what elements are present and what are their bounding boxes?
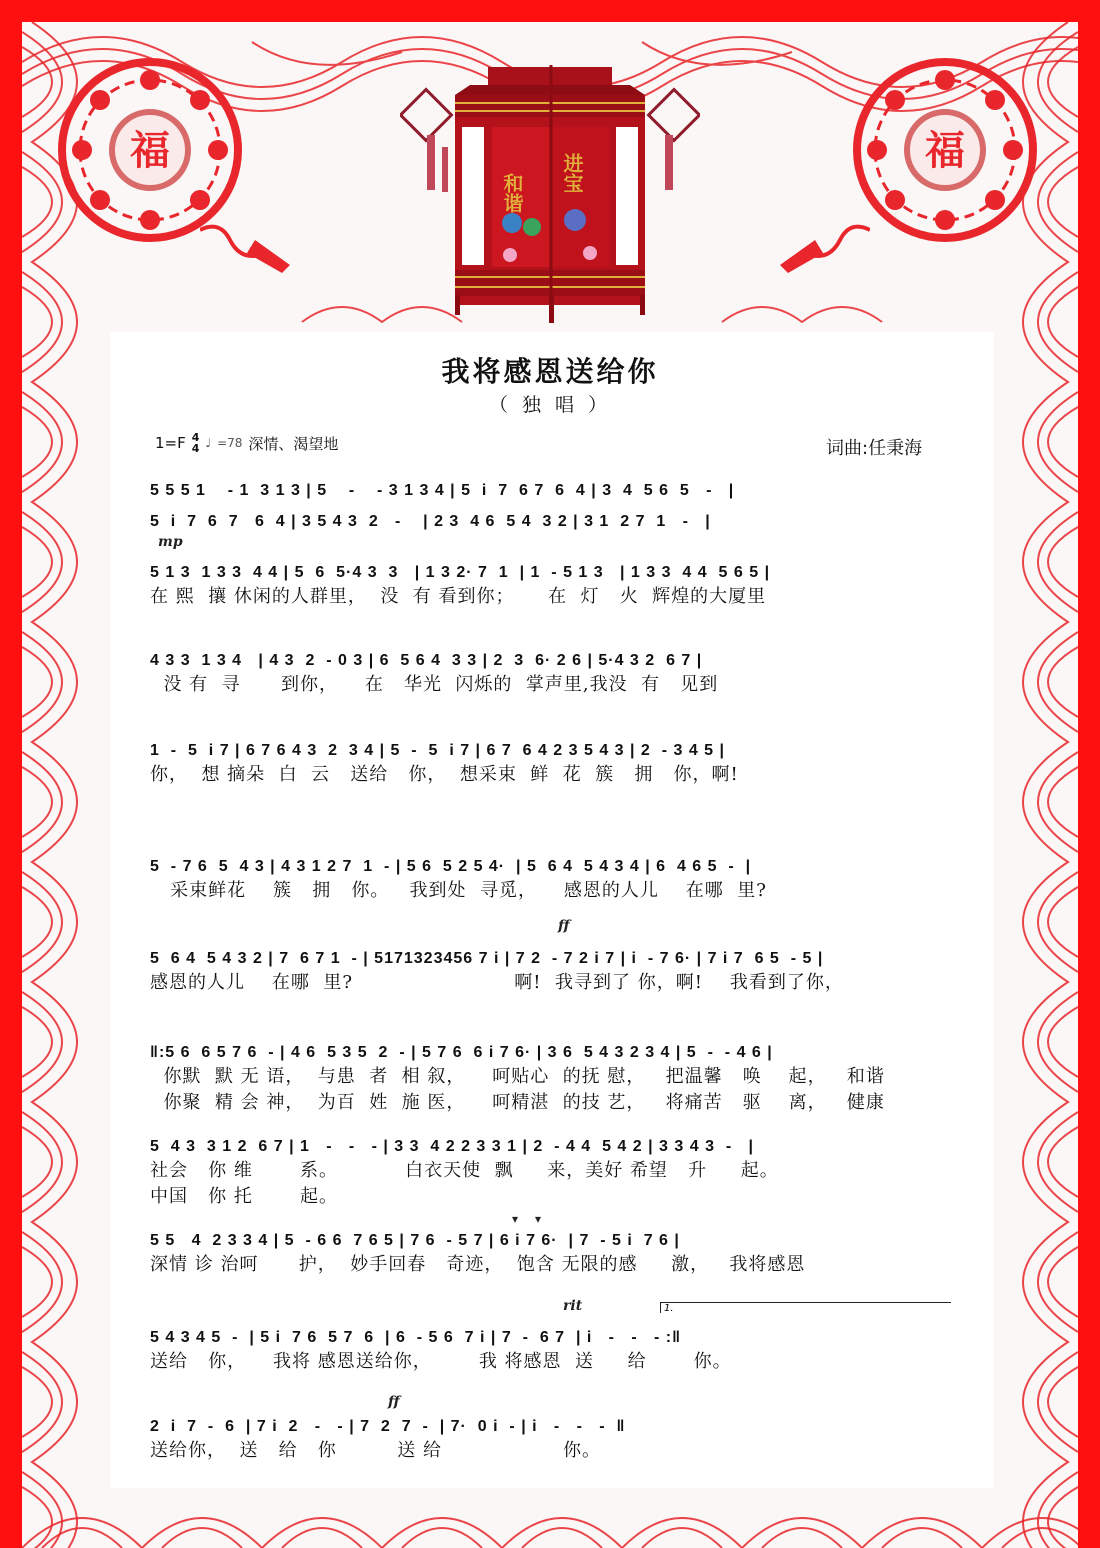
- lyric: 送给 你， 我将 感恩送给你， 我 将感恩 送 给 你。: [150, 1351, 732, 1372]
- lyric-verse-1: 社会 你 维 系。 白衣天使 飘 来，美好 希望 升 起。: [150, 1160, 779, 1181]
- credits: 词曲:任秉海: [826, 438, 923, 459]
- svg-text:和谐: 和谐: [500, 173, 524, 213]
- svg-text:福: 福: [925, 127, 965, 174]
- song-subtitle: （ 独 唱 ）: [488, 394, 612, 416]
- notation: ‖:5 6 6 5 7 6 - | 4 6 5 3 5 2 - | 5 7 6 6 i 7 6· | 3 6 5 4 3 2 3 4 | 5 - - 4 6 |: [150, 1044, 773, 1061]
- lyric-verse-2: 你聚 精 会 神， 为百 姓 施 医， 呵精湛 的技 艺， 将痛苦 驱 离， 健康: [150, 1092, 885, 1113]
- score-line-2: [150, 511, 950, 533]
- dynamic-ff: ff: [558, 918, 570, 934]
- accent-mark: ▾: [535, 1212, 542, 1226]
- score-line-4: [150, 650, 950, 698]
- lyric: 深情 诊 治呵 护， 妙手回春 奇迹， 饱含 无限的感 激， 我将感恩: [150, 1254, 806, 1275]
- notation: 5 - 7 6 5 4 3 | 4 3 1 2 7 1 - | 5 6 5 2 5 4· | 5 6 4 5 4 3 4 | 6 4 6 5 - |: [150, 858, 752, 875]
- score-line-12: [150, 1416, 950, 1464]
- notation: 5 4 3 3 1 2 6 7 | 1 - - - | 3 3 4 2 2 3 3 1 | 2 - 4 4 5 4 2 | 3 3 4 3 - |: [150, 1138, 754, 1155]
- notation: 5 i 7 6 7 6 4 | 3 5 4 3 2 - | 2 3 4 6 5 4 3 2 | 3 1 2 7 1 - |: [150, 513, 711, 530]
- tassel-left-icon: [200, 220, 290, 284]
- score-line-5: [150, 740, 950, 788]
- score-sheet: [110, 332, 994, 1488]
- notation: 5 1 3 1 3 3 4 4 | 5 6 5·4 3 3 | 1 3 2· 7 1 | 1 - 5 1 3 | 1 3 3 4 4 5 6 5 |: [150, 564, 771, 581]
- half-note-icon: ♩: [205, 436, 212, 450]
- notation: 5 6 4 5 4 3 2 | 7 6 7 1 - | 5171323456 7 i | 7 2 - 7 2 i 7 | i - 7 6· | 7 i 7 6 5 - 5 |: [150, 950, 824, 967]
- ritardando-marking: rit: [563, 1298, 583, 1314]
- score-line-7: [150, 948, 950, 996]
- accent-mark: ▾: [512, 1212, 519, 1226]
- papercut-medallion-right: [845, 50, 1045, 250]
- lyric: 感恩的人儿 在哪 里? 啊! 我寻到了 你，啊! 我看到了你，: [150, 972, 844, 993]
- score-line-8: [150, 1042, 950, 1116]
- score-header-info: [155, 432, 338, 454]
- song-title: 我将感恩送给你: [441, 355, 659, 388]
- lyric-verse-1: 你默 默 无 语， 与患 者 相 叙， 呵贴心 的抚 慰， 把温馨 唤 起， 和谐: [150, 1066, 885, 1087]
- score-line-1: [150, 480, 950, 502]
- lyric: 你， 想 摘朵 白 云 送给 你， 想采束 鲜 花 簇 拥 你，啊!: [150, 764, 739, 785]
- svg-text:进宝: 进宝: [560, 153, 584, 193]
- lyric: 没 有 寻 到你， 在 华光 闪烁的 掌声里,我没 有 见到: [150, 674, 719, 695]
- lyric: 在 熙 攘 休闲的人群里， 没 有 看到你； 在 灯 火 辉煌的大厦里: [150, 586, 767, 607]
- notation: 5 5 4 2 3 3 4 | 5 - 6 6 7 6 5 | 7 6 - 5 7 | 6 i 7 6· | 7 - 5 i 7 6 |: [150, 1232, 680, 1249]
- score-line-10: [150, 1230, 950, 1278]
- notation: 2 i 7 - 6 | 7 i 2 - - | 7 2 7 - | 7· 0 i - | i - - - ‖: [150, 1418, 626, 1435]
- lyric: 采束鲜花 簇 拥 你。 我到处 寻觅， 感恩的人儿 在哪 里?: [150, 880, 767, 901]
- lyric: 送给你， 送 给 你 送 给 你。: [150, 1440, 601, 1461]
- notation: 5 4 3 4 5 - | 5 i 7 6 5 7 6 | 6 - 5 6 7 i | 7 - 6 7 | i - - - :‖: [150, 1329, 682, 1346]
- time-signature: 4 4: [191, 431, 200, 455]
- dynamic-ff: ff: [388, 1394, 400, 1410]
- tassel-right-icon: [780, 220, 870, 284]
- lyric-verse-2: 中国 你 托 起。: [150, 1186, 338, 1207]
- bottom-wave-border: [22, 1478, 1078, 1548]
- score-line-11: [150, 1327, 950, 1375]
- score-line-3: [150, 562, 950, 610]
- notation: 5 5 5 1 - 1 3 1 3 | 5 - - 3 1 3 4 | 5 i 7 6 7 6 4 | 3 4 5 6 5 - |: [150, 482, 735, 499]
- notation: 1 - 5 i 7 | 6 7 6 4 3 2 3 4 | 5 - 5 i 7 | 6 7 6 4 2 3 5 4 3 | 2 - 3 4 5 |: [150, 742, 725, 759]
- score-line-9: [150, 1136, 950, 1210]
- expression-marking: 深情、渴望地: [248, 434, 339, 453]
- key-signature: 1=F: [155, 434, 186, 452]
- notation: 4 3 3 1 3 4 | 4 3 2 - 0 3 | 6 5 6 4 3 3 | 2 3 6· 2 6 | 5·4 3 2 6 7 |: [150, 652, 703, 669]
- svg-text:福: 福: [130, 127, 170, 174]
- tempo-marking: =78: [217, 436, 243, 450]
- score-line-6: [150, 856, 950, 904]
- dynamic-mp: mp: [158, 534, 183, 550]
- palace-lantern-illustration: [400, 55, 700, 325]
- first-ending-bracket: 1.: [660, 1302, 951, 1313]
